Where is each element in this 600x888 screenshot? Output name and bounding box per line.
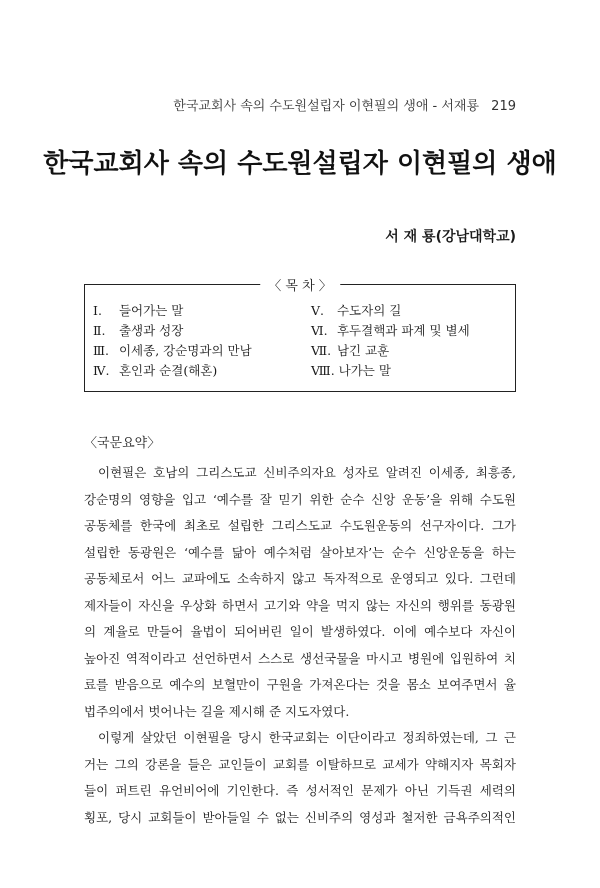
toc-item-label: 출생과 성장	[118, 323, 184, 338]
page-number: 219	[491, 99, 516, 114]
toc-item-number: Ⅱ.	[93, 323, 106, 338]
running-header	[173, 95, 516, 114]
abstract-line: 들이 퍼트린 유언비어에 기인한다. 즉 성서적인 문제가 아닌 기득권 세력의	[84, 783, 516, 798]
abstract-line: 강순명의 영향을 입고 ‘예수를 잘 믿기 위한 순수 신앙 운동’을 위해 수도원	[84, 491, 516, 507]
toc-item-number: Ⅰ.	[93, 303, 102, 318]
toc-right-column	[311, 301, 470, 381]
toc-item-number: Ⅲ.	[93, 343, 110, 358]
abstract-line: 횡포, 당시 교회들이 받아들일 수 없는 신비주의 영성과 철저한 금욕주의적인	[84, 809, 516, 825]
abstract-body	[84, 460, 516, 831]
abstract-line: 공동체를 한국에 최초로 설립한 그리스도교 수도원운동의 선구자이다. 그가	[84, 518, 516, 533]
toc-item-label: 후두결핵과 파계 및 별세	[336, 323, 470, 338]
abstract-line: 높아진 역적이라고 선언하면서 스스로 생선국물을 마시고 병원에 입원하여 치	[84, 650, 516, 666]
table-of-contents	[84, 279, 516, 392]
toc-item	[311, 361, 470, 381]
abstract-line: 거는 그의 강론을 들은 교인들이 교회를 이탈하므로 교세가 약해지자 목회자	[84, 756, 516, 772]
toc-item-label: 들어가는 말	[118, 303, 184, 318]
toc-item-number: Ⅳ.	[93, 363, 110, 378]
toc-item-number: Ⅴ.	[311, 303, 325, 318]
toc-left-column	[93, 301, 252, 381]
abstract-heading: 〈국문요약〉	[84, 436, 161, 451]
toc-item-number: Ⅶ.	[311, 343, 332, 358]
paper-title: 한국교회사 속의 수도원설립자 이현필의 생애	[43, 149, 557, 179]
running-title: 한국교회사 속의 수도원설립자 이현필의 생애 - 서재룡	[173, 99, 480, 114]
toc-item	[93, 321, 252, 341]
abstract-line: 료를 받음으로 예수의 보혈만이 구원을 가져온다는 것을 몸소 보여주면서 율	[84, 677, 516, 692]
abstract-line: 공동체로서 어느 교파에도 소속하지 않고 독자적으로 운영되고 있다. 그런데	[84, 571, 516, 586]
abstract-line: 제자들이 자신을 우상화 하면서 고기와 약을 먹지 않는 자신의 행위를 동광원	[84, 597, 516, 613]
toc-item	[93, 361, 252, 381]
toc-item	[93, 301, 252, 321]
author-line: 서 재 룡(강남대학교)	[385, 229, 516, 245]
toc-item	[311, 341, 470, 361]
abstract-line: 이현필은 호남의 그리스도교 신비주의자요 성자로 알려진 이세종, 최흥종,	[98, 465, 516, 480]
abstract-line: 의 계율로 만들어 율법이 되어버린 일이 발생하였다. 이에 예수보다 자신이	[84, 624, 516, 639]
toc-item-label: 혼인과 순결(해혼)	[118, 363, 218, 378]
toc-item-number: Ⅷ.	[311, 363, 335, 378]
toc-item-label: 나가는 말	[338, 363, 391, 378]
toc-title: 〈 목 차 〉	[260, 275, 340, 294]
toc-item	[93, 341, 252, 361]
abstract-line: 설립한 동광원은 ‘예수를 닮아 예수처럼 살아보자’는 순수 신앙운동을 하는	[84, 544, 516, 560]
toc-item-label: 이세종, 강순명과의 만남	[118, 343, 252, 358]
toc-item	[311, 321, 470, 341]
abstract-line: 법주의에서 벗어나는 길을 제시해 준 지도자였다.	[84, 703, 350, 719]
toc-item-number: Ⅵ.	[311, 323, 328, 338]
abstract-line: 이렇게 살았던 이현필을 당시 한국교회는 이단이라고 정죄하였는데, 그 근	[98, 730, 516, 745]
toc-item-label: 수도자의 길	[336, 303, 402, 318]
toc-item-label: 남긴 교훈	[336, 343, 390, 358]
toc-item	[311, 301, 470, 321]
